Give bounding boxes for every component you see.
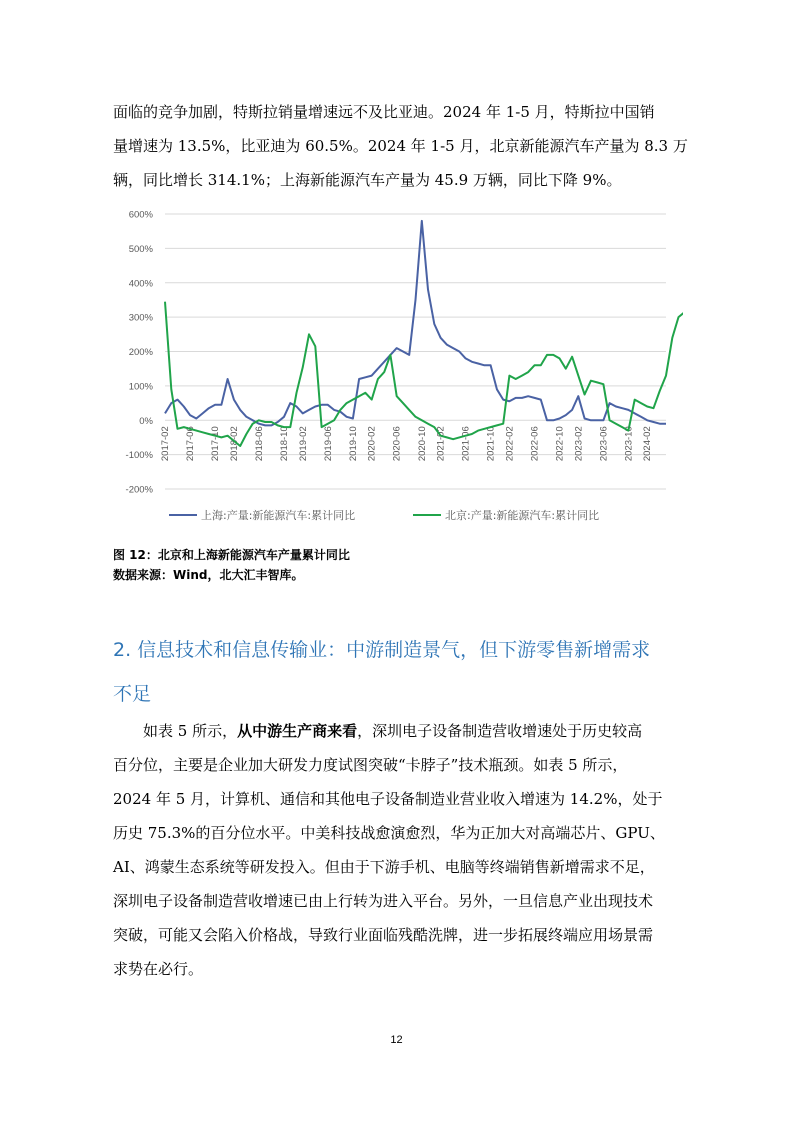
x-tick-label: 2018-10: [278, 426, 290, 462]
source-note: 数据来源：Wind，北大汇丰智库。: [113, 568, 304, 582]
x-tick-label: 2020-02: [366, 426, 378, 462]
body-line: 2024 年 5 月，计算机、通信和其他电子设备制造业营业收入增速为 14.2%，处于: [113, 790, 663, 808]
x-tick-label: 2022-06: [529, 426, 541, 462]
intro-paragraph: [113, 95, 688, 197]
intro-line: 量增速为 13.5%，比亚迪为 60.5%。2024 年 1-5 月，北京新能源汽车产量为 8.3 万: [113, 137, 688, 155]
y-tick-label: 100%: [128, 381, 153, 393]
body-line: 历史 75.3%的百分位水平。中美科技战愈演愈烈，华为正加大对高端芯片、GPU、: [113, 824, 665, 842]
line-chart: [113, 200, 683, 535]
figure-caption: 图 12：北京和上海新能源汽车产量累计同比: [113, 548, 350, 562]
section-heading-line: 2. 信息技术和信息传输业：中游制造景气，但下游零售新增需求: [113, 639, 651, 661]
y-tick-label: 300%: [128, 312, 153, 324]
body-line: AI、鸿蒙生态系统等研发投入。但由于下游手机、电脑等终端销售新增需求不足，: [113, 858, 655, 876]
x-tick-label: 2021-02: [435, 426, 447, 462]
x-tick-label: 2017-06: [185, 426, 197, 462]
intro-line: 辆，同比增长 314.1%；上海新能源汽车产量为 45.9 万辆，同比下降 9%。: [113, 171, 622, 189]
y-tick-label: 400%: [128, 278, 153, 290]
y-tick-label: -200%: [125, 484, 153, 496]
x-axis-ticks: [160, 426, 653, 461]
x-tick-label: 2018-02: [228, 426, 240, 462]
x-tick-label: 2018-06: [253, 426, 265, 462]
body-line: 百分位，主要是企业加大研发力度试图突破“卡脖子”技术瓶颈。如表 5 所示，: [113, 756, 628, 774]
section-heading: [113, 628, 693, 716]
y-tick-label: 600%: [128, 209, 153, 221]
x-tick-label: 2017-02: [160, 426, 171, 462]
y-tick-label: 0%: [139, 415, 153, 427]
y-tick-label: 200%: [128, 347, 153, 358]
x-tick-label: 2024-02: [642, 426, 654, 462]
x-tick-label: 2019-06: [322, 426, 334, 462]
section-heading-line: 不足: [113, 683, 152, 705]
series-line: [165, 221, 666, 426]
x-tick-label: 2020-06: [391, 426, 403, 462]
x-tick-label: 2021-10: [485, 426, 497, 462]
y-tick-label: -100%: [125, 450, 153, 462]
x-tick-label: 2022-10: [554, 426, 566, 462]
series-line: [165, 302, 683, 446]
x-tick-label: 2023-06: [598, 426, 610, 462]
body-paragraph: [113, 714, 681, 986]
chart-series: [165, 221, 683, 446]
y-tick-label: 500%: [128, 243, 153, 255]
emphasis-text: 从中游生产商来看: [237, 722, 358, 740]
body-line: 突破，可能又会陷入价格战，导致行业面临残酷洗牌，进一步拓展终端应用场景需: [113, 926, 654, 944]
x-tick-label: 2017-10: [210, 426, 222, 462]
x-tick-label: 2023-02: [573, 426, 585, 462]
body-line: 如表 5 所示，从中游生产商来看，深圳电子设备制造营收增速处于历史较高: [143, 722, 643, 740]
x-tick-label: 2022-02: [504, 426, 516, 462]
x-tick-label: 2019-10: [347, 426, 359, 462]
body-line: 深圳电子设备制造营收增速已由上行转为进入平台。另外，一旦信息产业出现技术: [113, 892, 654, 910]
y-axis-ticks: [126, 210, 154, 496]
chart-gridlines: [165, 214, 666, 489]
x-tick-label: 2019-02: [297, 426, 309, 462]
x-tick-label: 2023-10: [623, 426, 635, 462]
legend-label: 上海:产量:新能源汽车:累计同比: [201, 509, 356, 522]
body-line: 求势在必行。: [113, 960, 204, 978]
x-tick-label: 2021-06: [460, 426, 472, 462]
legend-label: 北京:产量:新能源汽车:累计同比: [445, 509, 600, 522]
page-number: 12: [390, 1034, 403, 1046]
x-tick-label: 2020-10: [416, 426, 428, 462]
intro-line: 面临的竞争加剧，特斯拉销量增速远不及比亚迪。2024 年 1-5 月，特斯拉中国销: [113, 103, 655, 121]
chart-legend: [169, 508, 599, 522]
